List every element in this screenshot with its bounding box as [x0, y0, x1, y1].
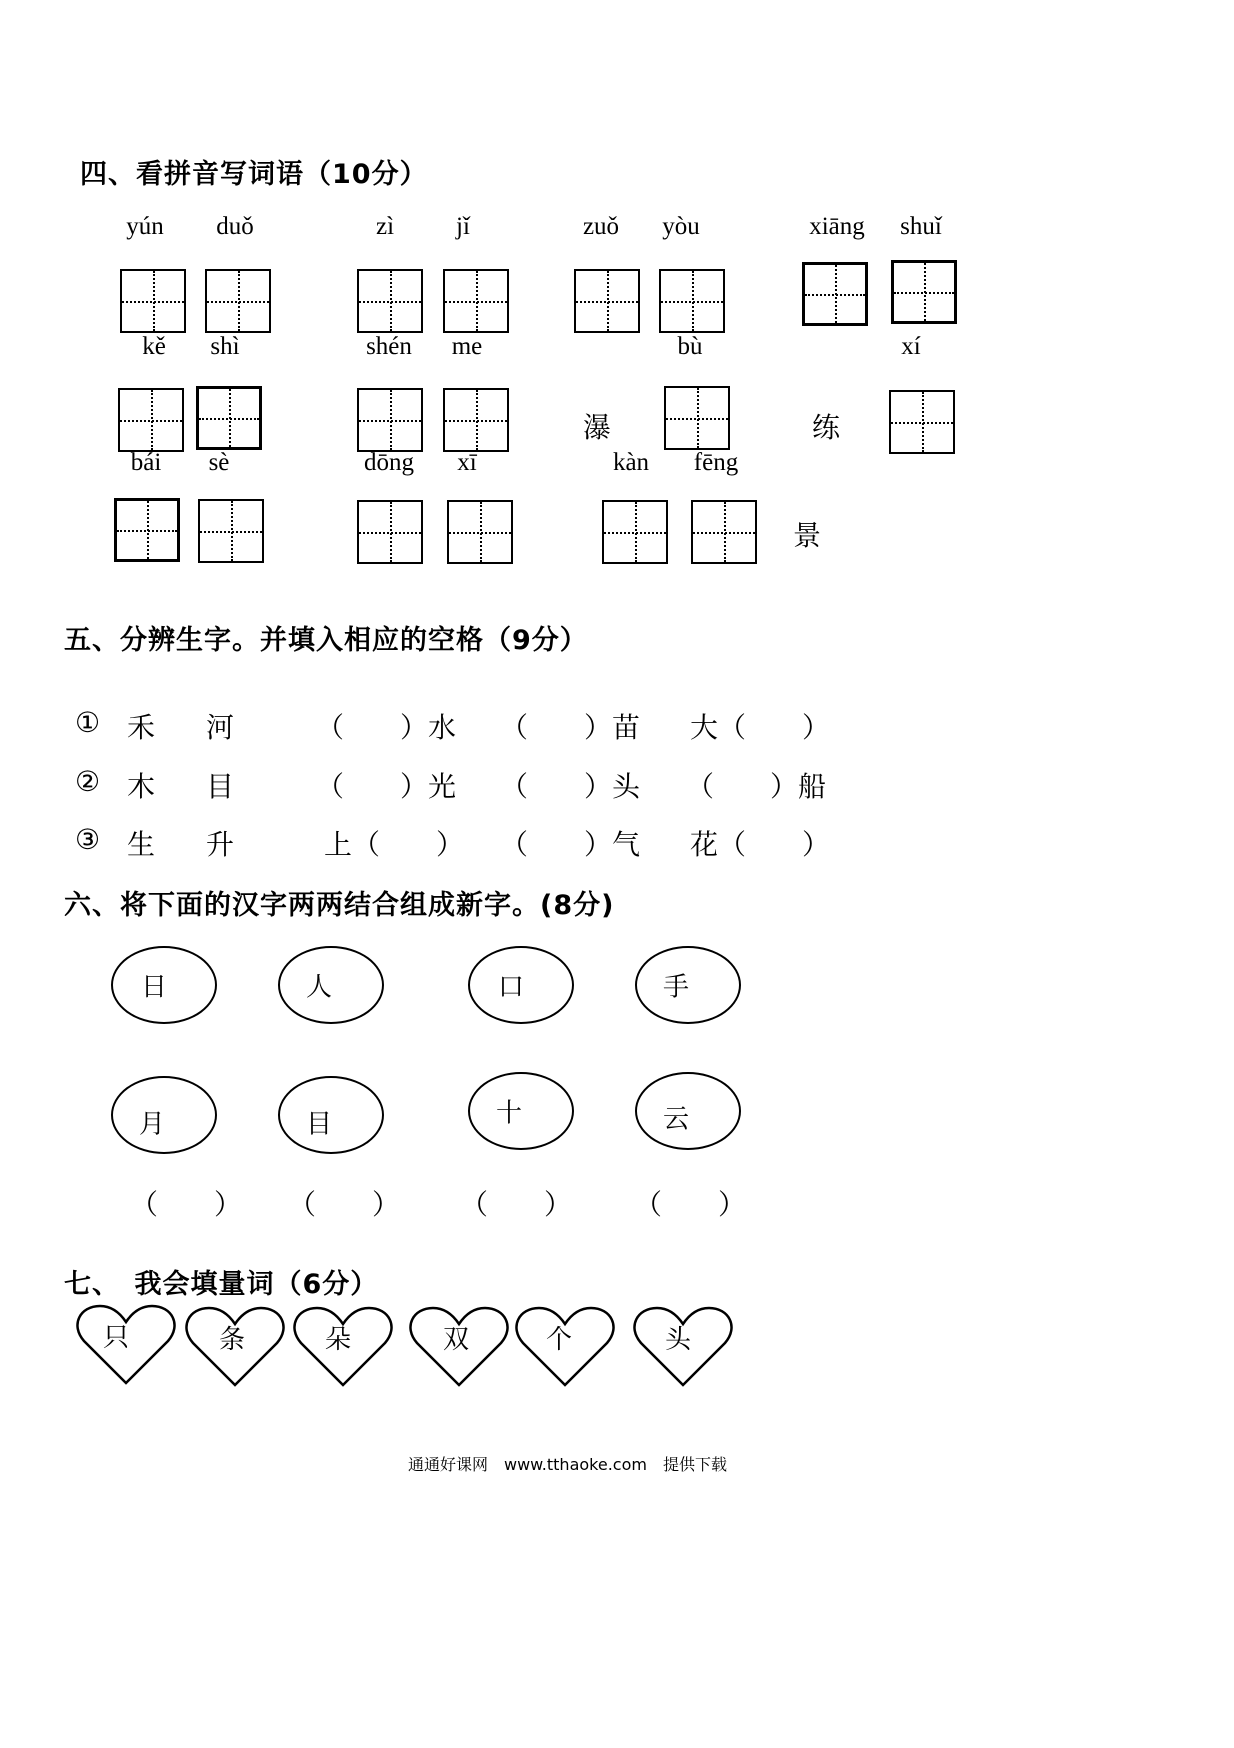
answer-blank[interactable]: （ ）	[460, 1188, 573, 1221]
oval-character: 月	[139, 1109, 166, 1140]
pinyin: shì	[210, 333, 240, 360]
heart-shape	[515, 1305, 615, 1389]
tianzige-box[interactable]	[120, 269, 186, 333]
measure-word: 头	[665, 1325, 692, 1355]
character: 升	[206, 828, 235, 861]
fill-blank[interactable]: （ ）船	[686, 770, 827, 803]
oval-character: 手	[663, 972, 690, 1003]
fill-blank[interactable]: （ ）光	[316, 770, 457, 803]
fill-blank[interactable]: 大（ ）	[690, 711, 831, 744]
tianzige-box[interactable]	[205, 269, 271, 333]
tianzige-box[interactable]	[443, 388, 509, 452]
pinyin: jǐ	[456, 213, 470, 240]
pinyin: me	[451, 333, 483, 360]
fill-blank[interactable]: 花（ ）	[690, 828, 831, 861]
measure-word: 朵	[325, 1325, 352, 1355]
character-oval[interactable]	[468, 946, 574, 1024]
character-oval[interactable]	[111, 1076, 217, 1154]
fill-blank[interactable]: 上（ ）	[324, 828, 465, 861]
oval-character: 目	[306, 1109, 333, 1140]
pinyin: xiāng	[809, 213, 865, 240]
pinyin: fēng	[693, 449, 739, 476]
pinyin: kàn	[612, 449, 650, 476]
oval-character: 人	[306, 972, 333, 1003]
pinyin: bù	[677, 333, 703, 360]
pinyin: yòu	[662, 213, 700, 240]
character-oval[interactable]	[278, 1076, 384, 1154]
pinyin: yún	[126, 213, 164, 240]
character: 禾	[127, 711, 156, 744]
oval-character: 云	[663, 1104, 690, 1135]
character-oval[interactable]	[635, 946, 741, 1024]
tianzige-box[interactable]	[891, 260, 957, 324]
tianzige-box[interactable]	[602, 500, 668, 564]
character: 河	[206, 711, 235, 744]
pinyin: sè	[208, 449, 230, 476]
tianzige-box[interactable]	[889, 390, 955, 454]
oval-character: 日	[141, 972, 168, 1003]
pinyin: xī	[457, 449, 477, 476]
fill-blank[interactable]: （ ）苗	[500, 711, 641, 744]
given-character: 景	[793, 519, 822, 552]
pinyin: dōng	[364, 449, 414, 476]
section5-heading: 五、分辨生字。并填入相应的空格（9分）	[64, 625, 588, 656]
section6-heading: 六、将下面的汉字两两结合组成新字。(8分)	[64, 890, 615, 921]
measure-word: 个	[546, 1325, 573, 1355]
pinyin: zì	[375, 213, 395, 240]
pinyin: kě	[142, 333, 166, 360]
footer-text: 通通好课网 www.tthaoke.com 提供下载	[408, 1455, 727, 1474]
answer-blank[interactable]: （ ）	[288, 1188, 401, 1221]
oval-character: 口	[498, 972, 525, 1003]
tianzige-box[interactable]	[802, 262, 868, 326]
heart-shape	[409, 1305, 509, 1389]
section7-heading: 七、 我会填量词（6分）	[64, 1269, 379, 1300]
tianzige-box[interactable]	[357, 500, 423, 564]
measure-word: 双	[443, 1325, 470, 1355]
character-oval[interactable]	[635, 1072, 741, 1150]
tianzige-box[interactable]	[114, 498, 180, 562]
tianzige-box[interactable]	[357, 269, 423, 333]
given-character: 瀑	[583, 411, 612, 444]
tianzige-box[interactable]	[664, 386, 730, 450]
fill-blank[interactable]: （ ）头	[500, 770, 641, 803]
given-character: 练	[812, 411, 841, 444]
character-oval[interactable]	[111, 946, 217, 1024]
heart-shape	[185, 1305, 285, 1389]
pinyin: zuǒ	[582, 213, 620, 240]
tianzige-box[interactable]	[443, 269, 509, 333]
character: 木	[127, 770, 156, 803]
character: 生	[127, 828, 156, 861]
measure-word: 只	[103, 1323, 130, 1353]
fill-blank[interactable]: （ ）水	[316, 711, 457, 744]
character-oval[interactable]	[468, 1072, 574, 1150]
heart-shape	[293, 1305, 393, 1389]
character: 目	[206, 770, 235, 803]
tianzige-box[interactable]	[357, 388, 423, 452]
section4-heading: 四、看拼音写词语（10分）	[80, 159, 428, 190]
tianzige-box[interactable]	[574, 269, 640, 333]
tianzige-box[interactable]	[118, 388, 184, 452]
answer-blank[interactable]: （ ）	[634, 1188, 747, 1221]
heart-shape	[633, 1305, 733, 1389]
pinyin: xí	[901, 333, 921, 360]
row-number: ①	[75, 706, 101, 739]
character-oval[interactable]	[278, 946, 384, 1024]
pinyin: shuǐ	[900, 213, 942, 240]
fill-blank[interactable]: （ ）气	[500, 828, 641, 861]
tianzige-box[interactable]	[659, 269, 725, 333]
pinyin: shén	[366, 333, 412, 360]
row-number: ②	[75, 765, 101, 798]
measure-word: 条	[219, 1325, 246, 1355]
pinyin: bái	[130, 449, 162, 476]
heart-shape	[76, 1303, 176, 1387]
tianzige-box[interactable]	[691, 500, 757, 564]
tianzige-box[interactable]	[198, 499, 264, 563]
pinyin: duǒ	[216, 213, 254, 240]
row-number: ③	[75, 823, 101, 856]
tianzige-box[interactable]	[447, 500, 513, 564]
oval-character: 十	[496, 1098, 523, 1129]
tianzige-box[interactable]	[196, 386, 262, 450]
answer-blank[interactable]: （ ）	[130, 1188, 243, 1221]
